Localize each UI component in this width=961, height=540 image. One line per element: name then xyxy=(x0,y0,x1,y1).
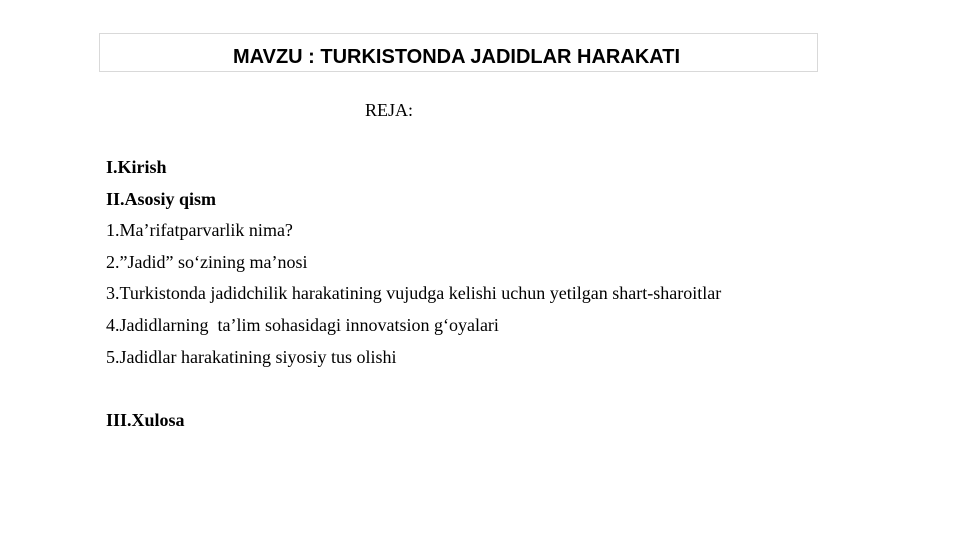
slide-title: MAVZU : TURKISTONDA JADIDLAR HARAKATI xyxy=(232,46,680,68)
outline-list xyxy=(106,152,721,436)
outline-item-4: 4.Jadidlarning ta’lim sohasidagi innovatsion g‘oyalari xyxy=(106,314,499,335)
plan-heading: REJA: xyxy=(365,100,414,120)
outline-item-1: 1.Ma’rifatparvarlik nima? xyxy=(106,220,293,241)
outline-spacer xyxy=(106,373,721,405)
outline-item-introduction: I.Kirish xyxy=(106,157,167,177)
outline-item-main-part: II.Asosiy qism xyxy=(106,188,217,209)
title-box xyxy=(99,33,818,72)
outline-item-2: 2.”Jadid” so‘zining ma’nosi xyxy=(106,251,308,272)
outline-item-5: 5.Jadidlar harakatining siyosiy tus olishi xyxy=(106,346,397,367)
outline-item-3: 3.Turkistonda jadidchilik harakatining vujudga kelishi uchun yetilgan shart-sharoitlar xyxy=(106,283,722,304)
outline-item-conclusion: III.Xulosa xyxy=(106,409,185,430)
